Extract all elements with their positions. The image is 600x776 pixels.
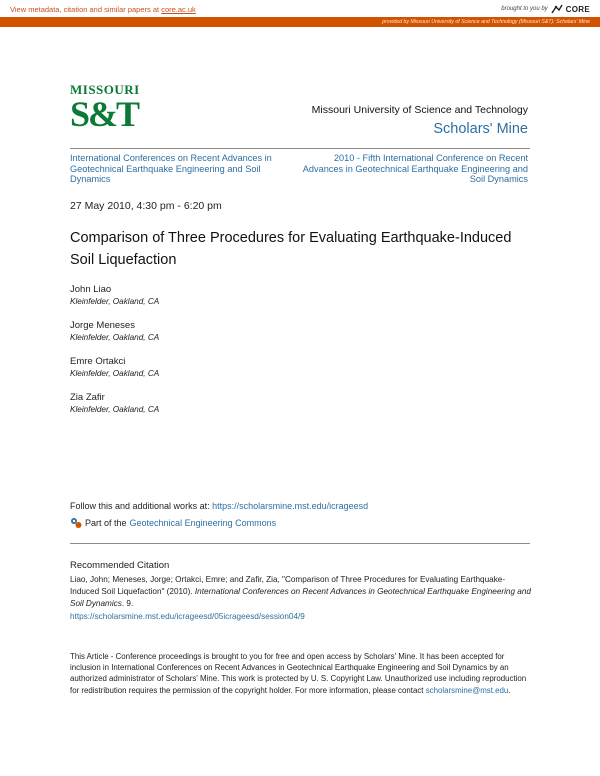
core-brand[interactable] — [501, 4, 590, 14]
author-affiliation: Kleinfelder, Oakland, CA — [70, 297, 160, 306]
commons-network-icon — [70, 517, 82, 529]
citation-part1: Liao, John; Meneses, Jorge; Ortakci, Emre; and Zafir, Zia, "Comparison of Three Procedures for Evaluating Earthquake-Induced Soil Liquefaction" (2010). — [70, 575, 506, 597]
core-label: CORE — [565, 4, 590, 14]
provided-by-text: provided by Missouri University of Science and Technology (Missouri S&T): Scholars' Mine — [382, 19, 590, 25]
author-name: John Liao — [70, 284, 112, 295]
author-block — [70, 284, 159, 306]
divider — [70, 148, 530, 149]
author-affiliation: Kleinfelder, Oakland, CA — [70, 333, 160, 342]
follow-text: Follow this and additional works at: — [70, 501, 213, 511]
notice-end: . — [508, 685, 511, 695]
university-name: Missouri University of Science and Technology — [311, 104, 528, 116]
citation-journal: International Conferences on Recent Advances in Geotechnical Earthquake Engineering and Soil Dynamics — [70, 587, 531, 609]
provided-by-strip — [0, 17, 600, 27]
brought-by-text: brought to you by — [501, 6, 548, 12]
author-block — [70, 320, 159, 342]
citation-part2: . 9. — [121, 599, 134, 609]
notice-text: This Article - Conference proceedings is brought to you for free and open access by Scholars' Mine. It has been accepted for inclusion in International Conferences on Recent Advances in Geotechnical Earthquake Engineering and Soil Dynamics by an authorized administrator of Scholars' Mine. This work is protected by U. S. Copyright Law. Unauthorized use including reproduction for redistribution requires the permission of the copyright holder. For more information, please contact — [70, 652, 527, 695]
follow-line — [70, 501, 368, 511]
event-date: 27 May 2010, 4:30 pm - 6:20 pm — [70, 200, 222, 212]
author-block — [70, 392, 159, 414]
follow-url-link[interactable]: https://scholarsmine.mst.edu/icrageesd — [212, 501, 369, 511]
part-of-line — [70, 517, 276, 529]
core-link-prefix: View metadata, citation and similar papers at — [10, 5, 162, 14]
access-notice — [70, 651, 532, 696]
author-name: Jorge Meneses — [70, 320, 135, 331]
core-link-domain[interactable]: core.ac.uk — [161, 5, 196, 14]
citation-heading: Recommended Citation — [70, 560, 170, 571]
author-affiliation: Kleinfelder, Oakland, CA — [70, 369, 160, 378]
paper-title: Comparison of Three Procedures for Evaluating Earthquake-Induced Soil Liquefaction — [70, 230, 512, 268]
divider — [70, 543, 530, 544]
commons-link[interactable]: Geotechnical Engineering Commons — [129, 518, 277, 528]
author-name: Zia Zafir — [70, 392, 105, 403]
citation-text — [70, 574, 532, 623]
part-of-text: Part of the — [85, 518, 127, 528]
logo-st: S&T — [70, 94, 139, 134]
logo-missouri: MISSOURI — [70, 82, 140, 97]
series-link[interactable]: International Conferences on Recent Advances in Geotechnical Earthquake Engineering and Soil Dynamics — [70, 153, 272, 185]
author-affiliation: Kleinfelder, Oakland, CA — [70, 405, 160, 414]
core-metadata-link[interactable] — [10, 5, 196, 14]
core-logo-icon — [551, 4, 563, 14]
author-name: Emre Ortakci — [70, 356, 126, 367]
author-block — [70, 356, 159, 378]
collection-link[interactable]: 2010 - Fifth International Conference on Recent Advances in Geotechnical Earthquake Engineering and Soil Dynamics — [302, 153, 528, 185]
citation-url-link[interactable]: https://scholarsmine.mst.edu/icrageesd/05icrageesd/session04/9 — [70, 611, 305, 621]
scholars-mine-link[interactable]: Scholars' Mine — [433, 121, 528, 137]
contact-email-link[interactable]: scholarsmine@mst.edu — [425, 685, 509, 695]
